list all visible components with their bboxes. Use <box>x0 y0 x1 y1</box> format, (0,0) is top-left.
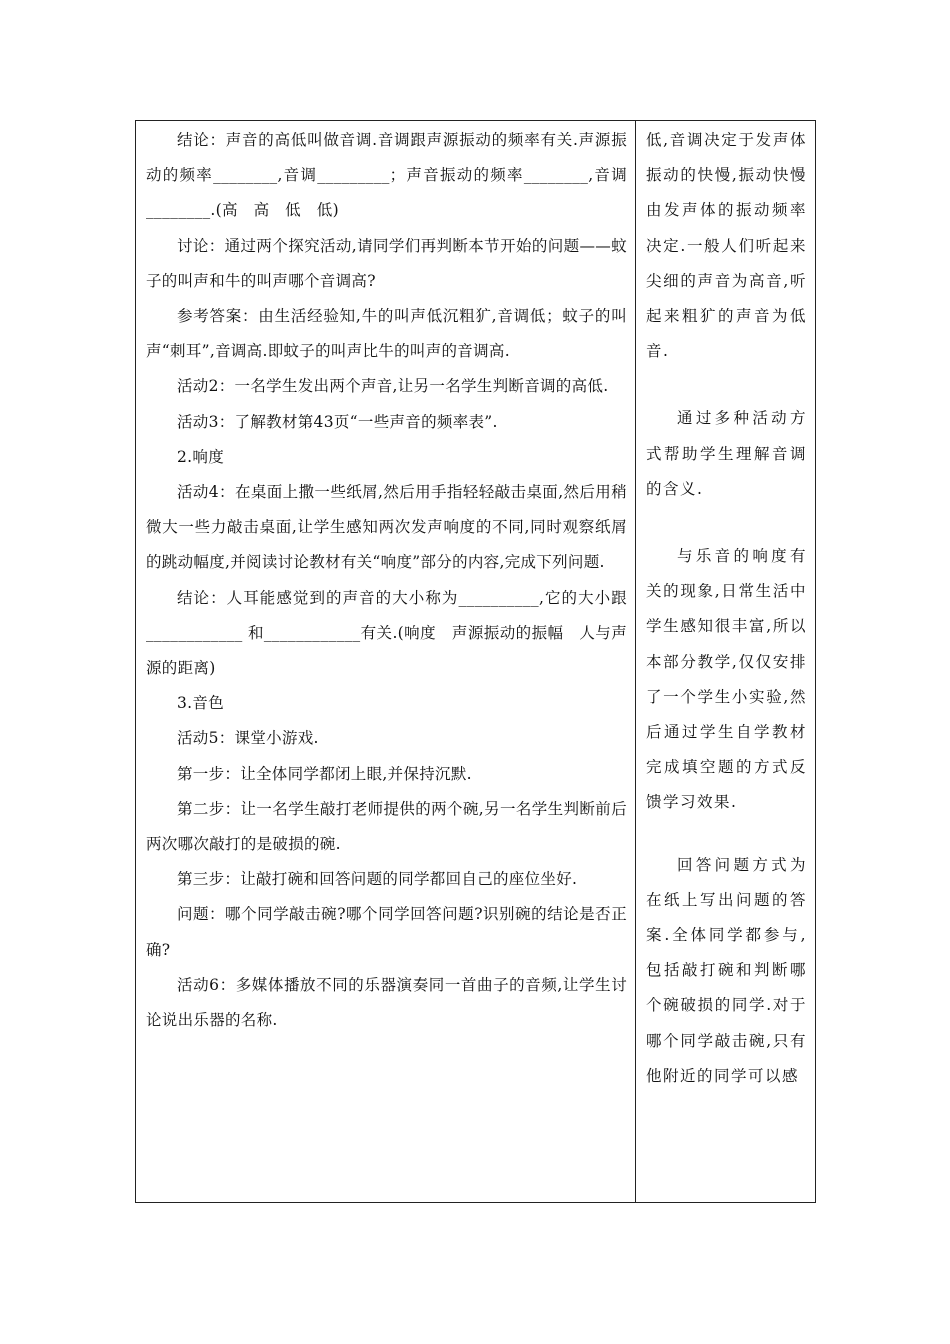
discussion: 讨论：通过两个探究活动,请同学们再判断本节开始的问题——蚊子的叫声和牛的叫声哪个音调高? <box>146 236 627 290</box>
step-1: 第一步：让全体同学都闭上眼,并保持沉默. <box>177 764 472 783</box>
activity-3: 活动3：了解教材第43页“一些声音的频率表”. <box>177 412 498 431</box>
activity-5: 活动5：课堂小游戏. <box>177 729 319 748</box>
design-intent-column <box>636 121 815 1202</box>
conclusion-loudness: 结论：人耳能感觉到的声音的大小称为__________,它的大小跟 ____________ 和____________有关.(响度 声源振动的振幅 人与声源的距离) <box>146 588 627 678</box>
activity-6: 活动6：多媒体播放不同的乐器演奏同一首曲子的音频,让学生讨论说出乐器的名称. <box>146 975 627 1030</box>
teaching-process-column <box>136 121 636 1202</box>
activity-4: 活动4：在桌面上撒一些纸屑,然后用手指轻轻敲击桌面,然后用稍微大一些力敲击桌面,让学生感知两次发声响度的不同,同时观察纸屑的跳动幅度,并阅读讨论教材有关“响度”部分的内容,完成下列问题. <box>146 483 627 572</box>
note-pitch: 低,音调决定于发声体振动的快慢,振动快慢由发声体的振动频率决定.一般人们听起来尖细的声音为高音,听起来粗犷的声音为低音. <box>646 131 807 361</box>
step-3: 第三步：让敲打碗和回答问题的同学都回自己的座位坐好. <box>177 870 578 889</box>
note-game: 回答问题方式为在纸上写出问题的答案.全体同学都参与,包括敲打碗和判断哪个碗破损的同学.对于哪个同学敲击碗,只有他附近的同学可以感 <box>646 855 807 1085</box>
lesson-plan-table <box>135 120 816 1203</box>
conclusion-pitch: 结论：声音的高低叫做音调.音调跟声源振动的频率有关.声源振动的频率________,音调_________；声音振动的频率________,音调________.(高 高 低 低) <box>146 131 627 220</box>
note-activities: 通过多种活动方式帮助学生理解音调的含义. <box>646 409 807 498</box>
step-2: 第二步：让一名学生敲打老师提供的两个碗,另一名学生判断前后两次哪次敲打的是破损的碗. <box>146 799 627 854</box>
section-loudness: 2.响度 <box>177 447 224 466</box>
section-timbre: 3.音色 <box>177 694 224 713</box>
activity-2: 活动2：一名学生发出两个声音,让另一名学生判断音调的高低. <box>177 377 609 396</box>
question: 问题：哪个同学敲击碗?哪个同学回答问题?识别碗的结论是否正确? <box>146 905 627 959</box>
note-loudness: 与乐音的响度有关的现象,日常生活中学生感知很丰富,所以本部分教学,仅仅安排了一个学生小实验,然后通过学生自学教材完成填空题的方式反馈学习效果. <box>646 547 807 812</box>
reference-answer: 参考答案：由生活经验知,牛的叫声低沉粗犷,音调低；蚊子的叫声“刺耳”,音调高.即蚊子的叫声比牛的叫声的音调高. <box>146 307 627 361</box>
